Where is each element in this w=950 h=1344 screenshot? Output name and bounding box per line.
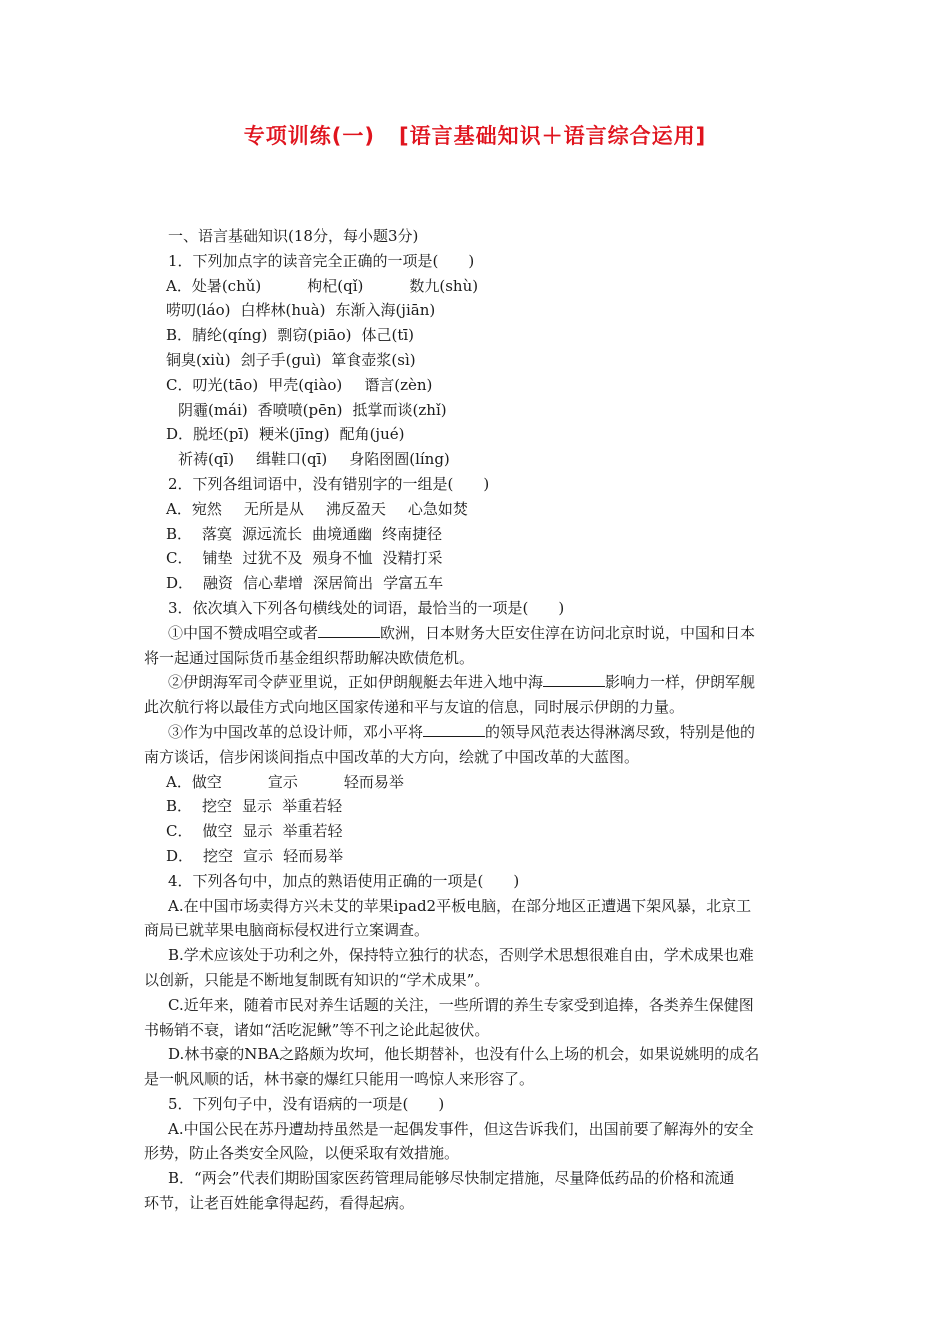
q3-sentence-3-line-1 <box>168 720 818 745</box>
q2-d-word-2: 信心辈增 <box>243 574 304 593</box>
q1-d-word-2: 粳米(jīng) <box>259 425 330 444</box>
fill-blank-1 <box>318 623 380 638</box>
q3-d-word-3: 轻而易举 <box>283 846 344 865</box>
q3-option-c <box>166 819 818 844</box>
title-part-1: 专项训练(一) <box>243 124 375 148</box>
q1-a-word-3: 数九(shù) <box>409 276 479 295</box>
q3-s3-text-a: ③作为中国改革的总设计师，邓小平将 <box>168 722 424 741</box>
q1-c-word-4: 阴霾(mái) <box>178 400 248 419</box>
q1-d-word-6: 身陷囹圄(líng) <box>349 450 450 469</box>
q4-option-b-line-1: B.学术应该处于功利之外，保持特立独行的状态，否则学术思想很难自由，学术成果也难 <box>168 946 754 965</box>
q2-a-label: A．宛然 <box>166 499 222 518</box>
q2-a-word-2: 无所是从 <box>243 499 304 518</box>
q2-a-word-3: 沸反盈天 <box>325 499 386 518</box>
q1-a-word-2: 枸杞(qǐ) <box>307 276 364 295</box>
q3-c-label: C． <box>166 822 193 841</box>
q3-a-word-2: 宣示 <box>267 772 298 791</box>
q3-a-word-1: A．做空 <box>166 772 222 791</box>
q3-c-word-3: 举重若轻 <box>282 822 343 841</box>
q2-b-label: B． <box>166 524 193 543</box>
q1-a-word-6: 东渐入海(jiān) <box>335 301 436 320</box>
q5-option-a-line-2: 形势，防止各类安全风险，以便采取有效措施。 <box>144 1144 460 1163</box>
q3-option-b <box>166 794 818 819</box>
q4-option-b-line-2: 以创新，只能是不断地复制既有知识的“学术成果”。 <box>144 970 490 989</box>
fill-blank-2 <box>543 672 605 687</box>
q1-b-word-6: 箪食壶浆(sì) <box>331 350 416 369</box>
q1-c-word-3: 谮言(zèn) <box>364 375 433 394</box>
q1-d-word-3: 配角(jué) <box>339 425 405 444</box>
q2-d-word-1: 融资 <box>203 574 234 593</box>
q3-option-d <box>166 844 818 869</box>
q1-d-word-1: D．脱坯(pī) <box>166 425 250 444</box>
q1-option-d-line-1 <box>166 422 818 447</box>
q4-option-a-line-1: A.在中国市场卖得方兴未艾的苹果ipad2平板电脑，在部分地区正遭遇下架风暴，北京工 <box>168 896 752 915</box>
q2-option-b <box>166 522 818 547</box>
q3-option-a <box>166 770 818 795</box>
q3-d-word-2: 宣示 <box>243 846 274 865</box>
q1-b-word-4: 铜臭(xiù) <box>166 350 231 369</box>
q1-c-word-1: C．叨光(tāo) <box>166 375 259 394</box>
q3-s1-text-b: 欧洲，日本财务大臣安住淳在访问北京时说，中国和日本 <box>380 623 756 642</box>
fill-blank-3 <box>423 722 485 737</box>
q3-s3-text-b: 的领导风范表达得淋漓尽致，特别是他的 <box>485 722 756 741</box>
question-5-stem: 5．下列句子中，没有语病的一项是( ) <box>168 1094 445 1113</box>
q3-sentence-2-line-1 <box>168 670 818 695</box>
q1-option-c-line-1 <box>166 373 818 398</box>
q3-b-label: B． <box>166 797 193 816</box>
q1-b-word-5: 刽子手(guì) <box>240 350 322 369</box>
q3-sentence-1-line-1 <box>168 621 818 646</box>
q1-c-word-2: 甲壳(qiào) <box>268 375 343 394</box>
question-1-stem: 1．下列加点字的读音完全正确的一项是( ) <box>168 251 475 270</box>
q3-b-word-3: 举重若轻 <box>282 797 343 816</box>
q3-s2-text-a: ②伊朗海军司令萨亚里说，正如伊朗舰艇去年进入地中海 <box>168 673 544 692</box>
q2-d-label: D． <box>166 574 194 593</box>
q3-c-word-2: 显示 <box>242 822 273 841</box>
q5-option-a-line-1: A.中国公民在苏丹遭劫持虽然是一起偶发事件，但这告诉我们，出国前要了解海外的安全 <box>168 1119 754 1138</box>
q3-b-word-2: 显示 <box>242 797 273 816</box>
q2-b-word-2: 源远流长 <box>242 524 303 543</box>
q2-c-word-4: 没精打采 <box>382 549 443 568</box>
q5-option-b-line-1: B．“两会”代表们期盼国家医药管理局能够尽快制定措施，尽量降低药品的价格和流通 <box>168 1169 735 1188</box>
q2-c-label: C． <box>166 549 193 568</box>
q2-b-word-3: 曲境通幽 <box>312 524 373 543</box>
q1-d-word-5: 缉鞋口(qī) <box>256 450 328 469</box>
q1-option-b-line-1 <box>166 323 818 348</box>
section-heading: 一、语言基础知识(18分，每小题3分) <box>168 227 419 245</box>
q1-c-word-5: 香喷喷(pēn) <box>257 400 343 419</box>
q3-d-word-1: 挖空 <box>203 846 234 865</box>
q4-option-d-line-2: 是一帆风顺的话，林书豪的爆红只能用一鸣惊人来形容了。 <box>144 1070 535 1089</box>
q1-option-a-line-1 <box>166 274 818 299</box>
q3-s1-text-a: ①中国不赞成唱空或者 <box>168 623 319 642</box>
q2-option-c <box>166 546 818 571</box>
q2-a-word-4: 心急如焚 <box>407 499 468 518</box>
q1-a-word-4: 唠叨(láo) <box>166 301 231 320</box>
q1-a-word-5: 白桦林(huà) <box>240 301 326 320</box>
q3-sentence-1-line-2: 将一起通过国际货币基金组织帮助解决欧债危机。 <box>144 648 475 667</box>
q1-b-word-1: B．腈纶(qíng) <box>166 326 268 345</box>
q3-sentence-2-line-2: 此次航行将以最佳方式向地区国家传递和平与友谊的信息，同时展示伊朗的力量。 <box>144 698 685 717</box>
q4-option-a-line-2: 商局已就苹果电脑商标侵权进行立案调查。 <box>144 921 430 940</box>
q2-c-word-3: 殒身不恤 <box>312 549 373 568</box>
q3-d-label: D． <box>166 846 194 865</box>
q2-b-word-4: 终南捷径 <box>382 524 443 543</box>
q2-c-word-2: 过犹不及 <box>242 549 303 568</box>
q3-sentence-3-line-2: 南方谈话，信步闲谈间指点中国改革的大方向，绘就了中国改革的大蓝图。 <box>144 747 640 766</box>
title-part-2: [语言基础知识＋语言综合运用] <box>399 124 707 148</box>
q1-a-word-1: A．处暑(chǔ) <box>166 276 262 295</box>
q4-option-c-line-2: 书畅销不衰，诸如“活吃泥鳅”等不刊之论此起彼伏。 <box>144 1020 490 1039</box>
q1-d-word-4: 祈祷(qī) <box>178 450 235 469</box>
q2-b-word-1: 落寞 <box>202 524 233 543</box>
question-4-stem: 4．下列各句中，加点的熟语使用正确的一项是( ) <box>168 871 520 890</box>
question-3-stem: 3．依次填入下列各句横线处的词语，最恰当的一项是( ) <box>168 598 565 617</box>
page-title <box>0 120 950 150</box>
q5-option-b-line-2: 环节，让老百姓能拿得起药，看得起病。 <box>144 1194 415 1213</box>
q1-b-word-3: 体己(tī) <box>361 326 414 345</box>
q2-d-word-4: 学富五车 <box>383 574 444 593</box>
q1-c-word-6: 抵掌而谈(zhǐ) <box>352 400 447 419</box>
q2-c-word-1: 铺垫 <box>202 549 233 568</box>
q1-b-word-2: 剽窃(piāo) <box>277 326 352 345</box>
exercise-content <box>144 224 818 1216</box>
q3-a-word-3: 轻而易举 <box>343 772 404 791</box>
q2-option-a <box>166 497 818 522</box>
question-2-stem: 2．下列各组词语中，没有错别字的一组是( ) <box>168 474 490 493</box>
q4-option-c-line-1: C.近年来，随着市民对养生话题的关注，一些所谓的养生专家受到追捧，各类养生保健图 <box>168 995 754 1014</box>
q3-c-word-1: 做空 <box>202 822 233 841</box>
q1-option-a-line-2 <box>166 298 818 323</box>
q2-d-word-3: 深居简出 <box>313 574 374 593</box>
q1-option-d-line-2 <box>168 447 818 472</box>
q1-option-c-line-2 <box>168 398 818 423</box>
q2-option-d <box>166 571 818 596</box>
q3-b-word-1: 挖空 <box>202 797 233 816</box>
q1-option-b-line-2 <box>166 348 818 373</box>
q3-s2-text-b: 影响力一样，伊朗军舰 <box>605 673 756 692</box>
q4-option-d-line-1: D.林书豪的NBA之路颇为坎坷，他长期替补，也没有什么上场的机会，如果说姚明的成名 <box>168 1045 760 1064</box>
